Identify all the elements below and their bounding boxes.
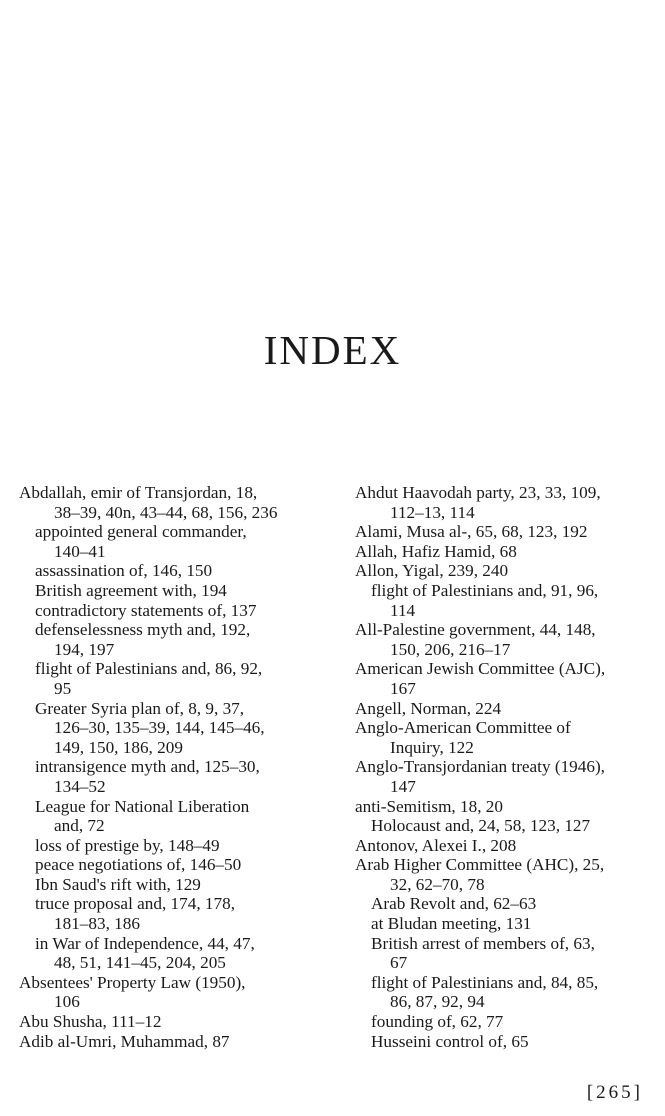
index-entry-continuation: 106 xyxy=(54,992,80,1012)
page-title: INDEX xyxy=(263,327,402,373)
index-entry-heading: Ahdut Haavodah party, 23, 33, 109, xyxy=(355,483,601,502)
index-entry xyxy=(355,659,655,698)
index-entry xyxy=(355,542,655,562)
index-subentry-heading: flight of Palestinians and, 84, 85, xyxy=(371,972,599,992)
index-subentry xyxy=(19,561,319,581)
index-column-left xyxy=(19,483,319,1051)
index-entry-heading: Adib al-Umri, Muhammad, 87 xyxy=(19,1031,230,1051)
index-subentry xyxy=(19,894,319,933)
index-subentry xyxy=(19,855,319,875)
index-subentry-heading: founding of, 62, 77 xyxy=(371,1012,504,1032)
index-subentry xyxy=(355,1032,655,1052)
index-subentry-heading: loss of prestige by, 148–49 xyxy=(35,835,220,855)
index-entry xyxy=(355,855,655,894)
index-entry-heading: Anglo-Transjordanian treaty (1946), xyxy=(355,757,605,777)
index-entry-heading: American Jewish Committee (AJC), xyxy=(355,659,606,679)
index-entry xyxy=(355,836,655,856)
index-subentry-heading: Arab Revolt and, 62–63 xyxy=(371,894,537,914)
index-entry-heading: Abu Shusha, 111–12 xyxy=(19,1012,162,1032)
index-subentry-heading: flight of Palestinians and, 86, 92, xyxy=(35,659,263,679)
index-subentry-heading: League for National Liberation xyxy=(35,796,250,816)
index-subentry-heading: Ibn Saud's rift with, 129 xyxy=(35,874,201,894)
index-subentry xyxy=(19,836,319,856)
index-subentry xyxy=(19,659,319,698)
index-entry xyxy=(355,797,655,817)
index-entry-continuation: 134–52 xyxy=(54,776,106,796)
index-entry-continuation: 86, 87, 92, 94 xyxy=(390,992,485,1012)
index-entry-heading: Anglo-American Committee of xyxy=(355,718,571,738)
index-subentry xyxy=(19,757,319,796)
index-entry-heading: Absentees' Property Law (1950), xyxy=(19,972,246,992)
index-entry-continuation: 149, 150, 186, 209 xyxy=(54,737,183,757)
index-subentry xyxy=(355,934,655,973)
index-subentry xyxy=(19,601,319,621)
index-entry-continuation: 38–39, 40n, 43–44, 68, 156, 236 xyxy=(54,502,278,522)
index-subentry xyxy=(19,581,319,601)
index-subentry-heading: Holocaust and, 24, 58, 123, 127 xyxy=(371,816,591,836)
index-subentry-heading: defenselessness myth and, 192, xyxy=(35,620,251,640)
index-entry-continuation: 48, 51, 141–45, 204, 205 xyxy=(54,953,226,973)
index-entry-continuation: 32, 62–70, 78 xyxy=(390,874,485,894)
index-subentry-heading: peace negotiations of, 146–50 xyxy=(35,855,242,875)
index-entry xyxy=(355,483,655,522)
index-entry xyxy=(355,522,655,542)
index-entry-continuation: 140–41 xyxy=(54,541,106,561)
index-subentry xyxy=(355,816,655,836)
index-entry-heading: Alami, Musa al-, 65, 68, 123, 192 xyxy=(355,522,588,542)
index-entry-heading: Allah, Hafiz Hamid, 68 xyxy=(355,541,517,561)
index-subentry xyxy=(19,797,319,836)
index-entry-continuation: Inquiry, 122 xyxy=(390,737,474,757)
index-subentry xyxy=(19,875,319,895)
index-entry-heading: Arab Higher Committee (AHC), 25, xyxy=(355,855,605,875)
index-subentry-heading: flight of Palestinians and, 91, 96, xyxy=(371,580,599,600)
index-entry-heading: Antonov, Alexei I., 208 xyxy=(355,835,517,855)
index-subentry xyxy=(19,522,319,561)
index-entry xyxy=(355,718,655,757)
index-subentry xyxy=(19,934,319,973)
index-subentry-heading: truce proposal and, 174, 178, xyxy=(35,894,235,914)
index-subentry-heading: assassination of, 146, 150 xyxy=(35,561,213,581)
index-entry-heading: Allon, Yigal, 239, 240 xyxy=(355,561,509,581)
index-entry-continuation: 67 xyxy=(390,953,408,973)
page-number: [265] xyxy=(586,1082,643,1103)
index-subentry-heading: intransigence myth and, 125–30, xyxy=(35,757,260,777)
index-entry xyxy=(19,483,319,522)
index-subentry xyxy=(19,620,319,659)
index-entry xyxy=(19,1012,319,1032)
index-entry-heading: Angell, Norman, 224 xyxy=(355,698,502,718)
index-entry-continuation: 126–30, 135–39, 144, 145–46, xyxy=(54,718,265,738)
index-subentry xyxy=(355,581,655,620)
index-subentry xyxy=(355,973,655,1012)
index-subentry-heading: British agreement with, 194 xyxy=(35,580,227,600)
index-entry xyxy=(355,620,655,659)
index-entry-heading: Abdallah, emir of Transjordan, 18, xyxy=(19,483,258,502)
index-entry xyxy=(355,757,655,796)
index-entry-continuation: 181–83, 186 xyxy=(54,914,140,934)
index-entry-continuation: 114 xyxy=(390,600,416,620)
index-subentry-heading: Husseini control of, 65 xyxy=(371,1031,529,1051)
index-subentry-heading: Greater Syria plan of, 8, 9, 37, xyxy=(35,698,245,718)
index-entry-continuation: and, 72 xyxy=(54,816,105,836)
index-subentry-heading: British arrest of members of, 63, xyxy=(371,933,595,953)
index-entry-continuation: 112–13, 114 xyxy=(390,502,475,522)
index-subentry xyxy=(355,914,655,934)
index-entry xyxy=(355,561,655,581)
index-entry xyxy=(19,1032,319,1052)
index-subentry-heading: appointed general commander, xyxy=(35,522,247,542)
index-subentry-heading: contradictory statements of, 137 xyxy=(35,600,257,620)
index-entry-continuation: 167 xyxy=(390,678,416,698)
index-subentry-heading: in War of Independence, 44, 47, xyxy=(35,933,255,953)
index-column-right xyxy=(355,483,655,1051)
index-entry-heading: anti-Semitism, 18, 20 xyxy=(355,796,503,816)
index-subentry-heading: at Bludan meeting, 131 xyxy=(371,914,532,934)
index-entry xyxy=(355,699,655,719)
index-entry xyxy=(19,973,319,1012)
index-entry-continuation: 194, 197 xyxy=(54,639,115,659)
index-entry-heading: All-Palestine government, 44, 148, xyxy=(355,620,596,640)
index-subentry xyxy=(355,1012,655,1032)
index-entry-continuation: 95 xyxy=(54,678,72,698)
index-entry-continuation: 150, 206, 216–17 xyxy=(390,639,511,659)
index-subentry xyxy=(19,699,319,758)
index-entry-continuation: 147 xyxy=(390,776,416,796)
index-subentry xyxy=(355,894,655,914)
